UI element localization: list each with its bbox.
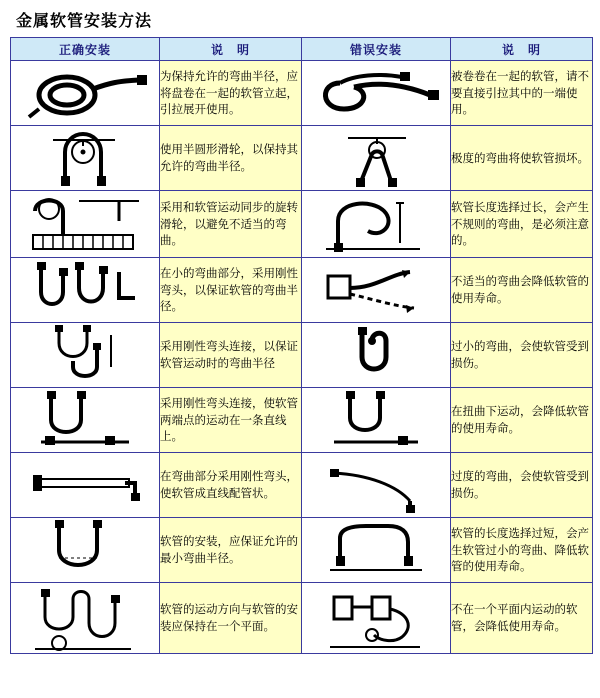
description-cell: 在小的弯曲部分，采用刚性弯头，以保证软管的弯曲半径。 — [160, 258, 302, 323]
table-header — [11, 38, 593, 61]
description-cell: 极度的弯曲将使软管损坏。 — [451, 126, 593, 191]
page-title: 金属软管安装方法 — [16, 11, 153, 30]
header-description-2: 说 明 — [451, 38, 593, 61]
header-correct-install: 正确安装 — [11, 38, 160, 61]
table-row — [11, 126, 593, 191]
correct-figure-cell — [11, 61, 160, 126]
too-long-hose-figure — [302, 518, 450, 582]
over-bending-figure — [302, 453, 450, 517]
description-cell: 在扭曲下运动，会降低软管的使用寿命。 — [451, 388, 593, 453]
table-row — [11, 583, 593, 654]
out-of-plane-motion-figure — [302, 583, 450, 653]
coiled-hose-pulled-figure — [302, 61, 450, 125]
header-description-1: 说 明 — [160, 38, 302, 61]
correct-figure-cell — [11, 583, 160, 654]
rigid-elbow-straight-line-figure — [11, 388, 159, 452]
description-cell: 被卷卷在一起的软管，请不要直接引拉其中的一端使用。 — [451, 61, 593, 126]
correct-figure-cell — [11, 191, 160, 258]
correct-figure-cell — [11, 388, 160, 453]
wrong-figure-cell — [302, 453, 451, 518]
improper-bend-shortlife-figure — [302, 258, 450, 322]
table-header-row — [11, 38, 593, 61]
table-row — [11, 518, 593, 583]
semicircular-pulley-figure — [11, 126, 159, 190]
description-cell: 软管的安装，应保证允许的最小弯曲半径。 — [160, 518, 302, 583]
description-cell: 为保持允许的弯曲半径，应将盘卷在一起的软管立起，引拉展开使用。 — [160, 61, 302, 126]
table-row — [11, 323, 593, 388]
description-cell: 软管长度选择过长，会产生不规则的弯曲，是必须注意的。 — [451, 191, 593, 258]
rigid-elbow-connection-figure — [11, 323, 159, 387]
table-row — [11, 453, 593, 518]
wrong-figure-cell — [302, 126, 451, 191]
correct-figure-cell — [11, 323, 160, 388]
rigid-bend-small-radius-figure — [11, 258, 159, 322]
table-row — [11, 258, 593, 323]
description-cell: 采用和软管运动同步的旋转滑轮，以避免不适当的弯曲。 — [160, 191, 302, 258]
description-cell: 采用刚性弯头连接，以保证软管运动时的弯曲半径 — [160, 323, 302, 388]
too-small-bend-figure — [302, 323, 450, 387]
table-body — [11, 61, 593, 654]
correct-figure-cell — [11, 518, 160, 583]
same-plane-motion-figure — [11, 583, 159, 653]
wrong-figure-cell — [302, 61, 451, 126]
description-cell: 使用半圆形滑轮，以保持其允许的弯曲半径。 — [160, 126, 302, 191]
header-wrong-install: 错误安装 — [302, 38, 451, 61]
synchronized-rotating-pulley-figure — [11, 191, 159, 257]
description-cell: 软管的运动方向与软管的安装应保持在一个平面。 — [160, 583, 302, 654]
wrong-figure-cell — [302, 323, 451, 388]
wrong-figure-cell — [302, 583, 451, 654]
installation-methods-table — [10, 37, 593, 654]
description-cell: 过小的弯曲，会使软管受到损伤。 — [451, 323, 593, 388]
coiled-hose-upright-figure — [11, 61, 159, 125]
correct-figure-cell — [11, 453, 160, 518]
correct-figure-cell — [11, 258, 160, 323]
description-cell: 软管的长度选择过短，会产生软管过小的弯曲、降低软管的使用寿命。 — [451, 518, 593, 583]
rigid-elbow-straight-piping-figure — [11, 453, 159, 517]
wrong-figure-cell — [302, 518, 451, 583]
description-cell: 不适当的弯曲会降低软管的使用寿命。 — [451, 258, 593, 323]
description-cell: 在弯曲部分采用刚性弯头，使软管成直线配管状。 — [160, 453, 302, 518]
description-cell: 不在一个平面内运动的软管，会降低使用寿命。 — [451, 583, 593, 654]
table-row — [11, 61, 593, 126]
twisting-motion-figure — [302, 388, 450, 452]
sharp-bend-pulley-figure — [302, 126, 450, 190]
correct-figure-cell — [11, 126, 160, 191]
wrong-figure-cell — [302, 191, 451, 258]
description-cell: 过度的弯曲，会使软管受到损伤。 — [451, 453, 593, 518]
wrong-figure-cell — [302, 258, 451, 323]
wrong-figure-cell — [302, 388, 451, 453]
table-row — [11, 191, 593, 258]
excessive-length-loop-figure — [302, 191, 450, 257]
min-bend-radius-install-figure — [11, 518, 159, 582]
description-cell: 采用刚性弯头连接，使软管两端点的运动在一条直线上。 — [160, 388, 302, 453]
table-row — [11, 388, 593, 453]
